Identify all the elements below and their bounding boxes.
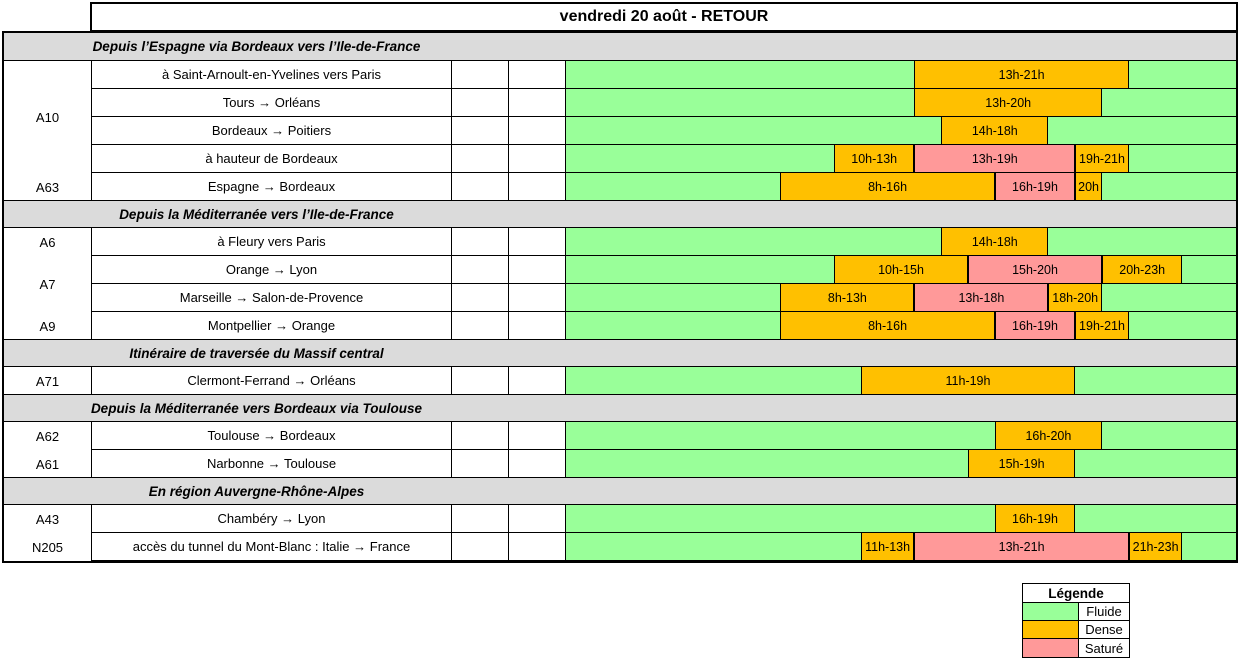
empty-cell xyxy=(452,367,509,394)
road-code: A7 xyxy=(4,256,92,312)
section-label: En région Auvergne-Rhône-Alpes xyxy=(148,483,365,499)
empty-cell xyxy=(509,256,566,283)
timeline-segment-sature: 13h-18h xyxy=(914,284,1048,311)
timeline-segment-sature: 15h-20h xyxy=(968,256,1102,283)
empty-cell xyxy=(509,228,566,255)
route-label: à Fleury vers Paris xyxy=(92,228,452,255)
route-label: Narbonne → Toulouse xyxy=(92,450,452,477)
legend-item xyxy=(1023,603,1129,621)
timeline-segment-dense: 20h-23h xyxy=(1102,256,1182,283)
road-group-row xyxy=(4,422,1236,450)
empty-cell xyxy=(452,450,509,477)
road-code: A6 xyxy=(4,228,92,256)
route-row xyxy=(92,117,1236,145)
road-group-row xyxy=(4,312,1236,340)
road-routes xyxy=(92,450,1236,478)
road-routes xyxy=(92,505,1236,533)
road-group-row xyxy=(4,450,1236,478)
timeline-fluide-track xyxy=(566,228,1236,255)
road-routes xyxy=(92,256,1236,312)
empty-cell xyxy=(509,61,566,88)
road-group-row xyxy=(4,533,1236,561)
empty-cell xyxy=(509,367,566,394)
timeline-segment-dense: 11h-13h xyxy=(861,533,915,560)
timeline-fluide-track xyxy=(566,450,1236,477)
section-header-row xyxy=(4,339,1236,367)
route-label: Montpellier → Orange xyxy=(92,312,452,339)
road-code: A62 xyxy=(4,422,92,450)
route-label: à Saint-Arnoult-en-Yvelines vers Paris xyxy=(92,61,452,88)
road-group-row xyxy=(4,367,1236,395)
timeline-segment-dense: 18h-20h xyxy=(1048,284,1102,311)
timeline-segment-dense: 19h-21h xyxy=(1075,145,1129,172)
route-row xyxy=(92,505,1236,533)
section-label: Depuis l’Espagne via Bordeaux vers l’Ile-de-France xyxy=(92,39,421,54)
timeline-segment-dense: 16h-20h xyxy=(995,422,1102,449)
route-row xyxy=(92,422,1236,450)
empty-cell xyxy=(452,312,509,339)
timeline-segment-dense: 14h-18h xyxy=(941,228,1048,255)
road-code: A63 xyxy=(4,173,92,201)
route-row xyxy=(92,450,1236,478)
empty-cell xyxy=(452,284,509,311)
page-title: vendredi 20 août - RETOUR xyxy=(559,8,769,25)
legend-swatch-dense xyxy=(1023,621,1079,638)
route-label: accès du tunnel du Mont-Blanc : Italie → France xyxy=(92,533,452,560)
route-row xyxy=(92,173,1236,201)
route-label: Clermont-Ferrand → Orléans xyxy=(92,367,452,394)
section-label: Itinéraire de traversée du Massif central xyxy=(129,345,384,361)
route-row xyxy=(92,61,1236,89)
section-label: Depuis la Méditerranée vers l’Ile-de-France xyxy=(119,206,394,222)
empty-cell xyxy=(452,422,509,449)
road-code: A61 xyxy=(4,450,92,478)
timeline-segment-dense: 19h-21h xyxy=(1075,312,1129,339)
empty-cell xyxy=(452,61,509,88)
road-code: A10 xyxy=(4,61,92,173)
legend-title: Légende xyxy=(1023,584,1129,603)
route-label: à hauteur de Bordeaux xyxy=(92,145,452,172)
road-group-row xyxy=(4,505,1236,533)
timeline-fluide-track xyxy=(566,505,1236,532)
section-header-row xyxy=(4,33,1236,61)
empty-cell xyxy=(509,173,566,200)
legend-item-label: Dense xyxy=(1085,622,1123,637)
route-row xyxy=(92,256,1236,284)
empty-cell xyxy=(509,312,566,339)
road-routes xyxy=(92,61,1236,173)
route-row xyxy=(92,228,1236,256)
road-code: A43 xyxy=(4,505,92,533)
timeline-fluide-track xyxy=(566,256,1236,283)
timeline-segment-dense: 11h-19h xyxy=(861,367,1075,394)
empty-cell xyxy=(452,173,509,200)
road-code: A9 xyxy=(4,312,92,340)
timeline-fluide-track xyxy=(566,117,1236,144)
timeline-segment-dense: 14h-18h xyxy=(941,117,1048,144)
empty-cell xyxy=(452,117,509,144)
timeline-fluide-track xyxy=(566,284,1236,311)
timeline-segment-sature: 16h-19h xyxy=(995,173,1075,200)
timeline-segment-dense: 8h-16h xyxy=(780,312,994,339)
timeline-fluide-track xyxy=(566,367,1236,394)
timeline-segment-sature: 13h-21h xyxy=(914,533,1128,560)
legend-box xyxy=(1022,583,1130,658)
traffic-table xyxy=(2,31,1238,563)
road-routes xyxy=(92,312,1236,340)
timeline-segment-dense: 16h-19h xyxy=(995,505,1075,532)
road-group-row xyxy=(4,256,1236,312)
empty-cell xyxy=(452,505,509,532)
road-routes xyxy=(92,228,1236,256)
timeline-fluide-track xyxy=(566,312,1236,339)
route-row xyxy=(92,89,1236,117)
timeline-segment-sature: 16h-19h xyxy=(995,312,1075,339)
section-header-row xyxy=(4,200,1236,228)
empty-cell xyxy=(509,533,566,560)
route-row xyxy=(92,533,1236,561)
empty-cell xyxy=(509,89,566,116)
empty-cell xyxy=(509,505,566,532)
empty-cell xyxy=(509,284,566,311)
road-routes xyxy=(92,422,1236,450)
route-row xyxy=(92,145,1236,173)
route-row xyxy=(92,284,1236,312)
route-row xyxy=(92,367,1236,395)
legend-items xyxy=(1023,603,1129,657)
empty-cell xyxy=(509,422,566,449)
road-group-row xyxy=(4,228,1236,256)
date-title-bar xyxy=(90,2,1238,32)
legend-item xyxy=(1023,621,1129,639)
route-label: Bordeaux → Poitiers xyxy=(92,117,452,144)
timeline-fluide-track xyxy=(566,89,1236,116)
road-group-row xyxy=(4,61,1236,173)
legend-item xyxy=(1023,639,1129,657)
timeline-segment-dense: 10h-13h xyxy=(834,145,914,172)
section-label: Depuis la Méditerranée vers Bordeaux via Toulouse xyxy=(90,400,423,416)
empty-cell xyxy=(509,450,566,477)
empty-cell xyxy=(452,145,509,172)
route-label: Toulouse → Bordeaux xyxy=(92,422,452,449)
timeline-segment-dense: 10h-15h xyxy=(834,256,968,283)
timeline-fluide-track xyxy=(566,145,1236,172)
timeline-fluide-track xyxy=(566,173,1236,200)
route-label: Tours → Orléans xyxy=(92,89,452,116)
road-routes xyxy=(92,173,1236,201)
route-label: Marseille → Salon-de-Provence xyxy=(92,284,452,311)
timeline-segment-dense: 15h-19h xyxy=(968,450,1075,477)
empty-cell xyxy=(509,145,566,172)
timeline-segment-sature: 13h-19h xyxy=(914,145,1075,172)
timeline-segment-dense: 13h-21h xyxy=(914,61,1128,88)
timeline-segment-dense: 8h-16h xyxy=(780,173,994,200)
empty-cell xyxy=(509,117,566,144)
timeline-fluide-track xyxy=(566,61,1236,88)
timeline-segment-dense: 13h-20h xyxy=(914,89,1102,116)
route-label: Espagne → Bordeaux xyxy=(92,173,452,200)
road-routes xyxy=(92,533,1236,561)
road-group-row xyxy=(4,173,1236,201)
legend-item-label: Fluide xyxy=(1086,604,1122,619)
timeline-fluide-track xyxy=(566,533,1236,560)
timeline-segment-dense: 20h xyxy=(1075,173,1102,200)
empty-cell xyxy=(452,89,509,116)
section-header-row xyxy=(4,394,1236,422)
route-label: Orange → Lyon xyxy=(92,256,452,283)
road-code: A71 xyxy=(4,367,92,395)
route-row xyxy=(92,312,1236,340)
empty-cell xyxy=(452,228,509,255)
timeline-segment-dense: 8h-13h xyxy=(780,284,914,311)
route-label: Chambéry → Lyon xyxy=(92,505,452,532)
legend-swatch-sature xyxy=(1023,639,1079,657)
road-code: N205 xyxy=(4,533,92,561)
section-header-row xyxy=(4,477,1236,505)
road-routes xyxy=(92,367,1236,395)
empty-cell xyxy=(452,256,509,283)
timeline-fluide-track xyxy=(566,422,1236,449)
timeline-segment-dense: 21h-23h xyxy=(1129,533,1183,560)
legend-item-label: Saturé xyxy=(1084,640,1124,656)
legend-swatch-fluide xyxy=(1023,603,1079,620)
empty-cell xyxy=(452,533,509,560)
